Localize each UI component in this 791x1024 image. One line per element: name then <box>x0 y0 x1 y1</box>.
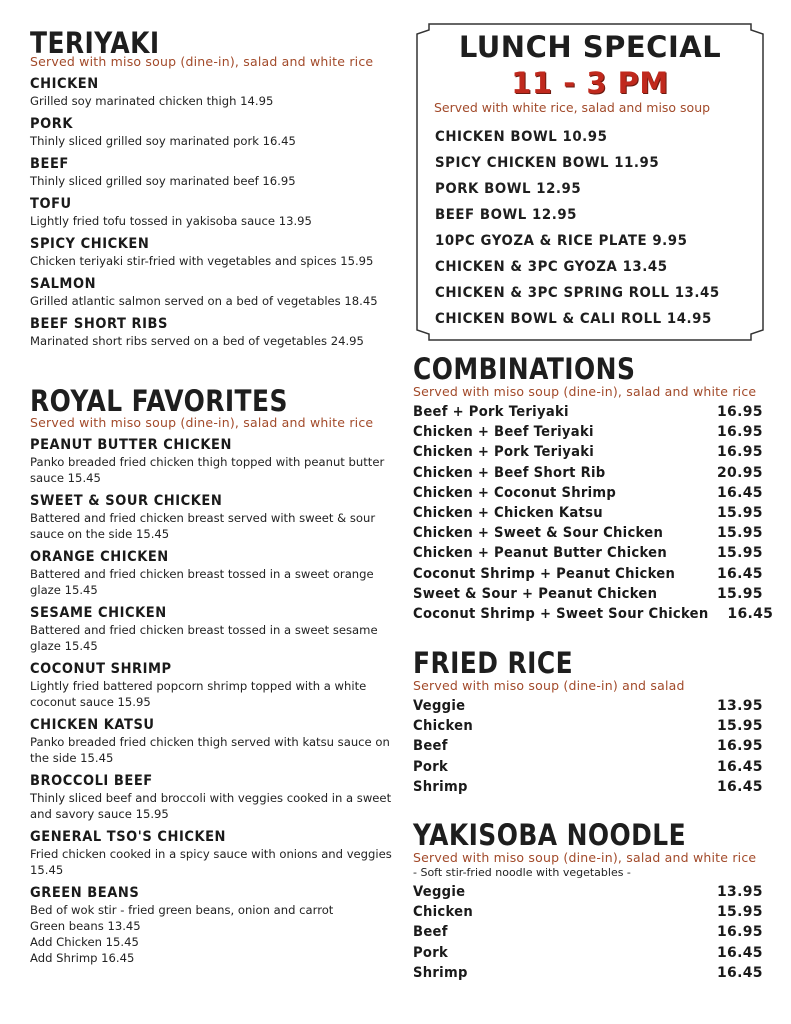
combo-row <box>413 483 765 503</box>
lunch-item: BEEF BOWL 12.95 <box>435 207 577 223</box>
item-name: GREEN BEANS <box>30 885 140 901</box>
yakisoba-name: Pork <box>413 944 449 961</box>
combo-name: Chicken + Beef Teriyaki <box>413 424 594 441</box>
combo-name: Chicken + Beef Short Rib <box>413 464 606 481</box>
fried-rice-row <box>413 736 765 756</box>
teriyaki-subtitle: Served with miso soup (dine-in), salad and white rice <box>30 54 374 69</box>
item-desc: Battered and fried chicken breast tossed in a sweet sesame glaze 15.45 <box>30 623 378 653</box>
combo-name: Coconut Shrimp + Sweet Sour Chicken <box>413 606 709 623</box>
combo-row <box>413 422 765 442</box>
item-name: COCONUT SHRIMP <box>30 661 172 677</box>
item-desc: Battered and fried chicken breast served with sweet & sour sauce on the side 15.45 <box>30 511 376 541</box>
lunch-item: CHICKEN BOWL 10.95 <box>435 129 608 145</box>
item-desc: Thinly sliced beef and broccoli with veggies cooked in a sweet and savory sauce 15.95 <box>30 791 392 821</box>
combo-price: 16.45 <box>727 606 774 623</box>
lunch-item: CHICKEN & 3PC SPRING ROLL 13.45 <box>435 285 720 301</box>
menu-item <box>30 235 392 269</box>
item-desc: Bed of wok stir - fried green beans, onion and carrot <box>30 903 334 917</box>
item-desc: Fried chicken cooked in a spicy sauce with onions and veggies 15.45 <box>30 847 392 877</box>
item-name: TOFU <box>30 196 72 212</box>
menu-item <box>30 315 392 349</box>
item-desc: Lightly fried battered popcorn shrimp topped with a white coconut sauce 15.95 <box>30 679 367 709</box>
combo-row <box>413 442 765 462</box>
item-desc: Panko breaded fried chicken thigh served with katsu sauce on the side 15.45 <box>30 735 390 765</box>
lunch-special-title: LUNCH SPECIAL <box>458 30 722 64</box>
fried-rice-row <box>413 757 765 777</box>
item-desc: Chicken teriyaki stir-fried with vegetables and spices 15.95 <box>30 254 374 268</box>
fried-rice-subtitle: Served with miso soup (dine-in) and salad <box>413 678 685 693</box>
item-name: SWEET & SOUR CHICKEN <box>30 493 223 509</box>
combo-price: 16.95 <box>717 444 763 461</box>
yakisoba-name: Beef <box>413 924 448 941</box>
lunch-item: CHICKEN & 3PC GYOZA 13.45 <box>435 259 668 275</box>
fried-rice-name: Beef <box>413 738 448 755</box>
item-name: ORANGE CHICKEN <box>30 549 169 565</box>
item-name: PEANUT BUTTER CHICKEN <box>30 437 232 453</box>
yakisoba-subtitle: Served with miso soup (dine-in), salad and white rice <box>413 850 757 865</box>
lunch-special-list <box>435 124 744 332</box>
combo-name: Sweet & Sour + Peanut Chicken <box>413 585 658 602</box>
yakisoba-name: Veggie <box>413 884 466 900</box>
yakisoba-note: - Soft stir-fried noodle with vegetables - <box>413 866 631 879</box>
combo-name: Chicken + Peanut Butter Chicken <box>413 545 668 562</box>
fried-rice-price: 16.45 <box>717 778 763 795</box>
combo-row <box>413 463 765 483</box>
combo-row <box>413 503 765 523</box>
combo-price: 20.95 <box>717 464 763 481</box>
combo-price: 15.95 <box>717 525 763 542</box>
menu-item <box>30 275 392 309</box>
royal-favorites-section <box>30 386 392 966</box>
menu-item <box>30 492 392 542</box>
yakisoba-price: 15.95 <box>717 904 763 921</box>
yakisoba-row <box>413 882 765 902</box>
item-name: GENERAL TSO'S CHICKEN <box>30 829 227 845</box>
combo-name: Chicken + Pork Teriyaki <box>413 444 595 461</box>
item-option: Green beans 13.45 <box>30 919 141 933</box>
lunch-item: PORK BOWL 12.95 <box>435 181 582 197</box>
yakisoba-name: Chicken <box>413 904 474 921</box>
fried-rice-name: Chicken <box>413 718 474 735</box>
menu-item <box>30 716 392 766</box>
yakisoba-row <box>413 963 765 983</box>
menu-item <box>30 115 392 149</box>
menu-item <box>30 604 392 654</box>
fried-rice-price: 15.95 <box>717 718 763 735</box>
item-desc: Grilled atlantic salmon served on a bed of vegetables 18.45 <box>30 294 378 308</box>
menu-item <box>30 155 392 189</box>
combo-name: Chicken + Sweet & Sour Chicken <box>413 525 664 542</box>
combo-price: 16.95 <box>717 424 763 441</box>
lunch-special-hours: 11 - 3 PM <box>511 66 669 100</box>
combinations-subtitle: Served with miso soup (dine-in), salad and white rice <box>413 384 757 399</box>
fried-rice-price: 16.95 <box>717 738 763 755</box>
yakisoba-price: 16.95 <box>717 924 763 941</box>
combo-name: Chicken + Chicken Katsu <box>413 505 603 522</box>
combinations-title: COMBINATIONS <box>413 352 636 386</box>
item-name: BEEF SHORT RIBS <box>30 316 168 332</box>
menu-item-green-beans <box>30 884 392 966</box>
combo-row <box>413 604 774 624</box>
menu-item <box>30 75 392 109</box>
lunch-item: 10PC GYOZA & RICE PLATE 9.95 <box>435 233 688 249</box>
item-name: PORK <box>30 116 73 132</box>
combo-price: 15.95 <box>717 505 763 522</box>
item-desc: Thinly sliced grilled soy marinated beef 16.95 <box>30 174 296 188</box>
item-name: BEEF <box>30 156 69 172</box>
fried-rice-row <box>413 716 765 736</box>
item-desc: Thinly sliced grilled soy marinated pork 16.45 <box>30 134 296 148</box>
combinations-section <box>413 352 774 624</box>
combo-row <box>413 564 765 584</box>
lunch-item: CHICKEN BOWL & CALI ROLL 14.95 <box>435 311 712 327</box>
fried-rice-name: Shrimp <box>413 778 468 795</box>
yakisoba-title: YAKISOBA NOODLE <box>413 818 687 852</box>
teriyaki-section <box>30 28 392 349</box>
item-name: SPICY CHICKEN <box>30 236 150 252</box>
menu-item <box>30 195 392 229</box>
combo-row <box>413 523 765 543</box>
royal-favorites-subtitle: Served with miso soup (dine-in), salad and white rice <box>30 415 374 430</box>
royal-favorites-title: ROYAL FAVORITES <box>30 384 288 418</box>
fried-rice-name: Pork <box>413 758 449 775</box>
combo-price: 15.95 <box>717 545 763 562</box>
item-name: SALMON <box>30 276 97 292</box>
item-option: Add Chicken 15.45 <box>30 935 139 949</box>
combo-name: Beef + Pork Teriyaki <box>413 404 569 420</box>
yakisoba-section <box>413 820 765 983</box>
item-name: SESAME CHICKEN <box>30 605 167 621</box>
fried-rice-row <box>413 696 765 716</box>
fried-rice-row <box>413 777 765 797</box>
item-desc: Marinated short ribs served on a bed of vegetables 24.95 <box>30 334 364 348</box>
combo-row <box>413 584 765 604</box>
item-desc: Battered and fried chicken breast tossed in a sweet orange glaze 15.45 <box>30 567 374 597</box>
yakisoba-price: 13.95 <box>717 884 763 900</box>
teriyaki-title: TERIYAKI <box>30 26 160 60</box>
fried-rice-title: FRIED RICE <box>413 646 574 680</box>
fried-rice-price: 13.95 <box>717 698 763 714</box>
combo-name: Coconut Shrimp + Peanut Chicken <box>413 565 676 582</box>
item-name: CHICKEN <box>30 76 99 92</box>
menu-item <box>30 548 392 598</box>
item-desc: Lightly fried tofu tossed in yakisoba sauce 13.95 <box>30 214 312 228</box>
yakisoba-price: 16.45 <box>717 944 763 961</box>
yakisoba-name: Shrimp <box>413 964 468 981</box>
fried-rice-section <box>413 648 765 797</box>
lunch-item: SPICY CHICKEN BOWL 11.95 <box>435 155 660 171</box>
item-name: BROCCOLI BEEF <box>30 773 153 789</box>
yakisoba-price: 16.45 <box>717 964 763 981</box>
item-desc: Panko breaded fried chicken thigh topped with peanut butter sauce 15.45 <box>30 455 385 485</box>
fried-rice-name: Veggie <box>413 698 466 714</box>
item-desc: Grilled soy marinated chicken thigh 14.95 <box>30 94 274 108</box>
item-option: Add Shrimp 16.45 <box>30 951 135 965</box>
lunch-special-box <box>415 22 765 342</box>
combo-price: 16.95 <box>717 404 763 420</box>
yakisoba-row <box>413 943 765 963</box>
combo-price: 16.45 <box>717 484 763 501</box>
menu-item <box>30 436 392 486</box>
fried-rice-price: 16.45 <box>717 758 763 775</box>
combo-name: Chicken + Coconut Shrimp <box>413 484 617 501</box>
combo-row <box>413 543 765 563</box>
combo-row <box>413 402 765 422</box>
yakisoba-row <box>413 902 765 922</box>
menu-item <box>30 772 392 822</box>
item-name: CHICKEN KATSU <box>30 717 155 733</box>
menu-item <box>30 828 392 878</box>
combo-price: 16.45 <box>717 565 763 582</box>
combo-price: 15.95 <box>717 585 763 602</box>
menu-item <box>30 660 392 710</box>
yakisoba-row <box>413 922 765 942</box>
lunch-special-subtitle: Served with white rice, salad and miso soup <box>434 100 711 115</box>
